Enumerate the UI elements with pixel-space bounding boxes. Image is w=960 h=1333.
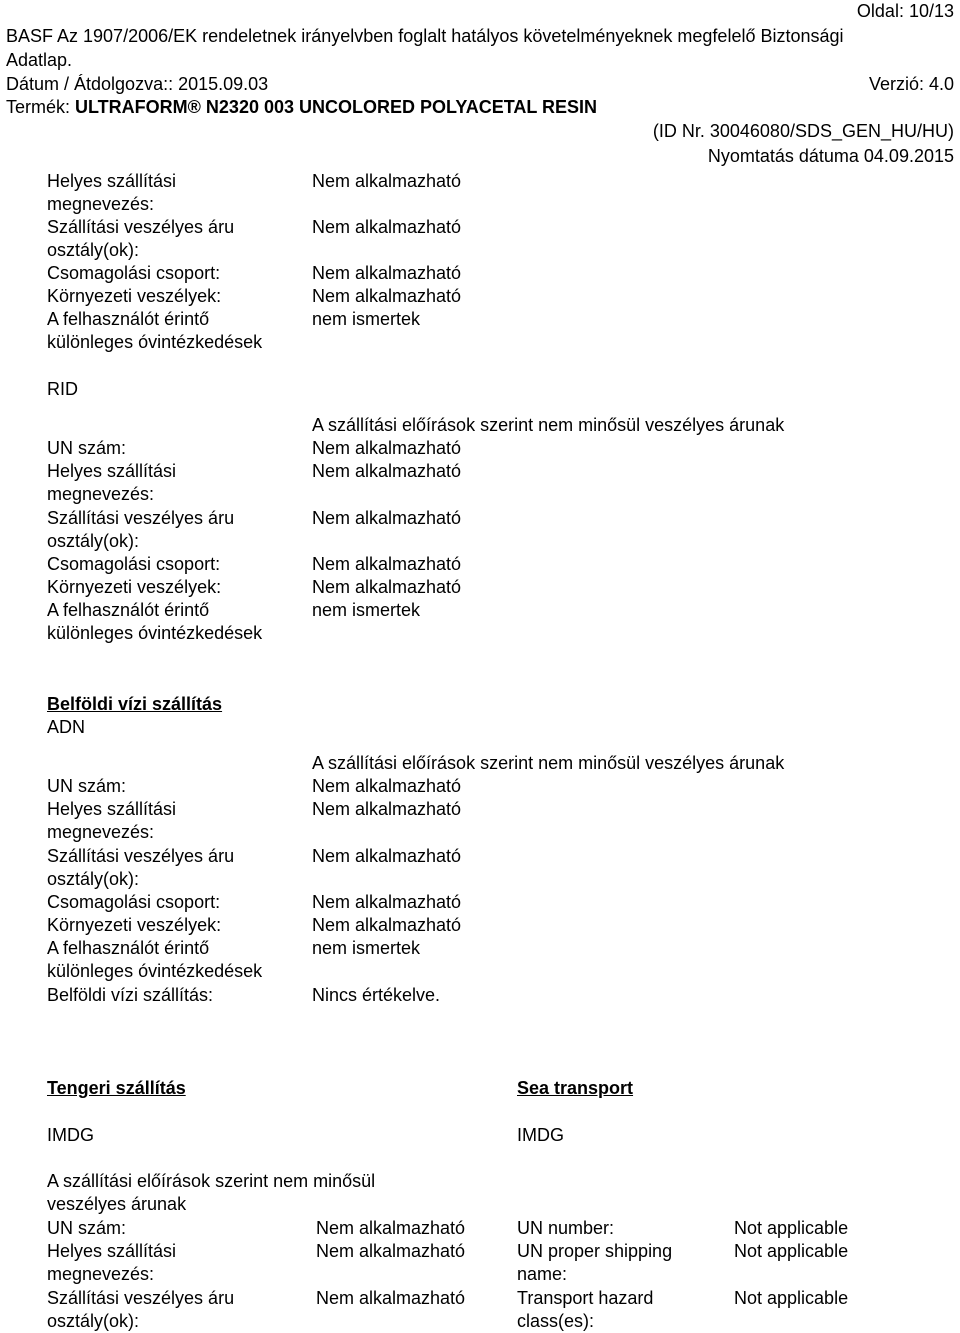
sea-hu-intro-line2: veszélyes árunak xyxy=(47,1194,187,1214)
value: Not applicable xyxy=(734,1218,849,1238)
label: Belföldi vízi szállítás: xyxy=(47,985,214,1005)
section-title-rid: RID xyxy=(47,379,78,399)
value: Nincs értékelve. xyxy=(312,985,441,1005)
value: nem ismertek xyxy=(312,309,421,329)
value: nem ismertek xyxy=(312,938,421,958)
version: Verzió: 4.0 xyxy=(868,74,954,94)
sds-title-line1: BASF Az 1907/2006/EK rendeletnek irányelvben foglalt hatályos követelményeknek megfelelő Biztonsági xyxy=(6,26,844,46)
value: Nem alkalmazható xyxy=(312,217,462,237)
section-subtitle-imdg-hu: IMDG xyxy=(47,1125,94,1145)
value: Nem alkalmazható xyxy=(312,776,462,796)
value: Nem alkalmazható xyxy=(312,286,462,306)
label: különleges óvintézkedések xyxy=(47,332,263,352)
label: name: xyxy=(517,1264,568,1284)
label: Szállítási veszélyes áru xyxy=(47,508,235,528)
value: Not applicable xyxy=(734,1241,849,1261)
label: megnevezés: xyxy=(47,484,155,504)
label: Környezeti veszélyek: xyxy=(47,286,222,306)
label: különleges óvintézkedések xyxy=(47,623,263,643)
section-subtitle-adn: ADN xyxy=(47,717,86,737)
rid-intro: A szállítási előírások szerint nem minősül veszélyes árunak xyxy=(312,415,785,435)
label: class(es): xyxy=(517,1311,595,1331)
label: Környezeti veszélyek: xyxy=(47,915,222,935)
value: Nem alkalmazható xyxy=(312,438,462,458)
adn-intro: A szállítási előírások szerint nem minősül veszélyes árunak xyxy=(312,753,785,773)
value: Nem alkalmazható xyxy=(312,263,462,283)
value: Nem alkalmazható xyxy=(312,554,462,574)
label: Helyes szállítási xyxy=(47,1241,177,1261)
label: osztály(ok): xyxy=(47,531,140,551)
label: különleges óvintézkedések xyxy=(47,961,263,981)
label: Szállítási veszélyes áru xyxy=(47,1288,235,1308)
value: Nem alkalmazható xyxy=(312,846,462,866)
label: Csomagolási csoport: xyxy=(47,554,221,574)
label: UN proper shipping xyxy=(517,1241,673,1261)
product-prefix: Termék: xyxy=(6,97,76,117)
value: Not applicable xyxy=(734,1288,849,1308)
label: osztály(ok): xyxy=(47,869,140,889)
label: UN szám: xyxy=(47,1218,127,1238)
value: Nem alkalmazható xyxy=(312,508,462,528)
label: osztály(ok): xyxy=(47,240,140,260)
value: Nem alkalmazható xyxy=(312,577,462,597)
section-subtitle-imdg-en: IMDG xyxy=(517,1125,564,1145)
value: Nem alkalmazható xyxy=(312,461,462,481)
product-line xyxy=(6,96,597,118)
label: UN szám: xyxy=(47,438,127,458)
label: megnevezés: xyxy=(47,822,155,842)
label: Helyes szállítási xyxy=(47,171,177,191)
value: Nem alkalmazható xyxy=(312,892,462,912)
label: Csomagolási csoport: xyxy=(47,263,221,283)
value: Nem alkalmazható xyxy=(316,1241,466,1261)
page-number: Oldal: 10/13 xyxy=(856,1,954,21)
label: A felhasználót érintő xyxy=(47,309,210,329)
label: megnevezés: xyxy=(47,194,155,214)
label: Helyes szállítási xyxy=(47,461,177,481)
label: osztály(ok): xyxy=(47,1311,140,1331)
sea-hu-intro-line1: A szállítási előírások szerint nem minősül xyxy=(47,1171,376,1191)
label: Helyes szállítási xyxy=(47,799,177,819)
product-name: ULTRAFORM® N2320 003 UNCOLORED POLYACETAL RESIN xyxy=(75,97,598,117)
value: Nem alkalmazható xyxy=(312,171,462,191)
value: Nem alkalmazható xyxy=(312,799,462,819)
section-heading-inland: Belföldi vízi szállítás xyxy=(47,694,223,714)
label: UN number: xyxy=(517,1218,615,1238)
label: Környezeti veszélyek: xyxy=(47,577,222,597)
print-date: Nyomtatás dátuma 04.09.2015 xyxy=(707,146,954,166)
label: Szállítási veszélyes áru xyxy=(47,846,235,866)
label: Szállítási veszélyes áru xyxy=(47,217,235,237)
sds-title-line2: Adatlap. xyxy=(6,50,73,70)
value: Nem alkalmazható xyxy=(316,1288,466,1308)
document-id: (ID Nr. 30046080/SDS_GEN_HU/HU) xyxy=(652,121,954,141)
label: Csomagolási csoport: xyxy=(47,892,221,912)
section-heading-sea-en: Sea transport xyxy=(517,1078,634,1098)
label: UN szám: xyxy=(47,776,127,796)
label: megnevezés: xyxy=(47,1264,155,1284)
label: A felhasználót érintő xyxy=(47,600,210,620)
section-heading-sea-hu: Tengeri szállítás xyxy=(47,1078,186,1098)
label: A felhasználót érintő xyxy=(47,938,210,958)
value: nem ismertek xyxy=(312,600,421,620)
value: Nem alkalmazható xyxy=(312,915,462,935)
value: Nem alkalmazható xyxy=(316,1218,466,1238)
label: Transport hazard xyxy=(517,1288,654,1308)
revision-date: Dátum / Átdolgozva:: 2015.09.03 xyxy=(6,74,269,94)
